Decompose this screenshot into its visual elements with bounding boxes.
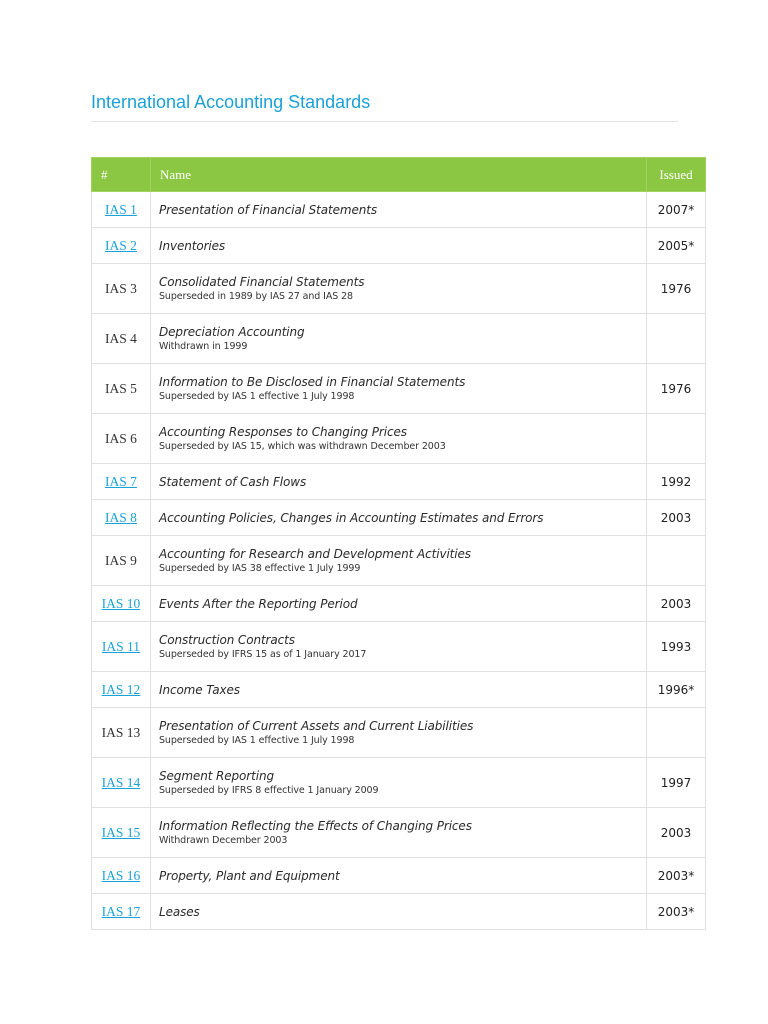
- issued-year: 1976: [647, 364, 706, 414]
- table-row: [92, 536, 706, 586]
- table-row: [92, 586, 706, 622]
- table-row: [92, 894, 706, 930]
- standard-name-cell: [151, 364, 647, 414]
- issued-year: 1997: [647, 758, 706, 808]
- issued-year: [647, 414, 706, 464]
- standard-number-cell: [92, 500, 151, 536]
- table-header: [92, 158, 706, 192]
- standard-number-cell: [92, 314, 151, 364]
- standard-status-note: Withdrawn December 2003: [159, 835, 288, 846]
- standard-status-note: Superseded by IFRS 15 as of 1 January 2017: [159, 649, 367, 660]
- standard-name-cell: [151, 622, 647, 672]
- standard-number: IAS 6: [105, 430, 137, 446]
- standard-name: Construction Contracts: [159, 633, 295, 647]
- standard-name: Events After the Reporting Period: [159, 596, 358, 611]
- issued-year: 1996*: [647, 672, 706, 708]
- standard-name-cell: [151, 708, 647, 758]
- table-row: [92, 622, 706, 672]
- issued-year: 2005*: [647, 228, 706, 264]
- standard-status-note: Withdrawn in 1999: [159, 341, 248, 352]
- standard-link[interactable]: IAS 1: [105, 201, 137, 217]
- standard-name-cell: [151, 858, 647, 894]
- standard-name-cell: [151, 464, 647, 500]
- standard-name: Information Reflecting the Effects of Changing Prices: [159, 819, 472, 833]
- standard-status-note: Superseded by IAS 15, which was withdrawn December 2003: [159, 441, 446, 452]
- table-row: [92, 414, 706, 464]
- standard-name: Information to Be Disclosed in Financial Statements: [159, 375, 466, 389]
- standard-number-cell: [92, 264, 151, 314]
- standard-number-cell: [92, 364, 151, 414]
- standard-number-cell: [92, 192, 151, 228]
- standard-number-cell: [92, 708, 151, 758]
- standard-name-cell: [151, 264, 647, 314]
- table-row: [92, 228, 706, 264]
- table-row: [92, 314, 706, 364]
- standard-link[interactable]: IAS 14: [101, 774, 141, 790]
- issued-year: 2003: [647, 808, 706, 858]
- issued-year: 1993: [647, 622, 706, 672]
- standard-link[interactable]: IAS 16: [101, 867, 141, 883]
- issued-year: [647, 536, 706, 586]
- standard-name-cell: [151, 894, 647, 930]
- issued-year: 2003: [647, 500, 706, 536]
- standard-number: IAS 4: [105, 330, 137, 346]
- standard-number-cell: [92, 464, 151, 500]
- standard-name: Depreciation Accounting: [159, 325, 305, 339]
- standard-status-note: Superseded by IAS 38 effective 1 July 1999: [159, 563, 361, 574]
- standard-status-note: Superseded by IAS 1 effective 1 July 1998: [159, 391, 355, 402]
- standard-name: Leases: [159, 904, 200, 919]
- table-row: [92, 858, 706, 894]
- standard-link[interactable]: IAS 15: [101, 824, 141, 840]
- standard-link[interactable]: IAS 7: [105, 473, 137, 489]
- standard-name-cell: [151, 586, 647, 622]
- standard-status-note: Superseded by IAS 1 effective 1 July 1998: [159, 735, 355, 746]
- standard-number-cell: [92, 228, 151, 264]
- standard-name-cell: [151, 758, 647, 808]
- table-body: [92, 192, 706, 930]
- table-row: [92, 500, 706, 536]
- standard-name: Segment Reporting: [159, 769, 274, 783]
- standard-name: Accounting for Research and Development Activities: [159, 547, 471, 561]
- issued-year: 2007*: [647, 192, 706, 228]
- standard-name: Accounting Policies, Changes in Accounting Estimates and Errors: [159, 510, 544, 525]
- standard-name: Presentation of Financial Statements: [159, 202, 378, 217]
- standard-name: Inventories: [159, 238, 226, 253]
- standard-name-cell: [151, 808, 647, 858]
- standard-status-note: Superseded in 1989 by IAS 27 and IAS 28: [159, 291, 353, 302]
- table-row: [92, 708, 706, 758]
- standard-link[interactable]: IAS 10: [101, 595, 141, 611]
- standard-name: Property, Plant and Equipment: [159, 868, 340, 883]
- standard-status-note: Superseded by IFRS 8 effective 1 January 2009: [159, 785, 379, 796]
- issued-year: 1992: [647, 464, 706, 500]
- table-row: [92, 264, 706, 314]
- standard-name-cell: [151, 192, 647, 228]
- standard-name-cell: [151, 500, 647, 536]
- standard-number-cell: [92, 894, 151, 930]
- standard-name: Consolidated Financial Statements: [159, 275, 365, 289]
- standard-name-cell: [151, 414, 647, 464]
- issued-year: 2003*: [647, 894, 706, 930]
- issued-year: 2003: [647, 586, 706, 622]
- standard-number-cell: [92, 858, 151, 894]
- title-divider: [91, 121, 678, 122]
- standard-name: Presentation of Current Assets and Current Liabilities: [159, 719, 474, 733]
- table-row: [92, 364, 706, 414]
- standard-number: IAS 13: [101, 724, 141, 740]
- page-title: International Accounting Standards: [91, 92, 371, 112]
- standard-number-cell: [92, 672, 151, 708]
- standard-number: IAS 3: [105, 280, 137, 296]
- standard-name-cell: [151, 672, 647, 708]
- issued-year: 1976: [647, 264, 706, 314]
- standard-number-cell: [92, 622, 151, 672]
- standard-link[interactable]: IAS 8: [105, 509, 137, 525]
- column-header-issued: Issued: [647, 158, 706, 192]
- standard-link[interactable]: IAS 12: [101, 681, 141, 697]
- standard-number-cell: [92, 414, 151, 464]
- table-row: [92, 672, 706, 708]
- standard-number-cell: [92, 758, 151, 808]
- standard-number-cell: [92, 808, 151, 858]
- standard-name: Accounting Responses to Changing Prices: [159, 425, 407, 439]
- standard-number: IAS 5: [105, 380, 137, 396]
- standard-link[interactable]: IAS 2: [105, 237, 137, 253]
- issued-year: [647, 708, 706, 758]
- standards-table: [91, 157, 706, 930]
- standard-link[interactable]: IAS 17: [101, 903, 141, 919]
- standard-number-cell: [92, 536, 151, 586]
- header-row: [92, 158, 706, 192]
- standard-number: IAS 9: [105, 552, 137, 568]
- standard-name: Statement of Cash Flows: [159, 474, 307, 489]
- table-row: [92, 464, 706, 500]
- table-row: [92, 808, 706, 858]
- issued-year: 2003*: [647, 858, 706, 894]
- table-row: [92, 758, 706, 808]
- column-header-name: Name: [151, 158, 647, 192]
- standard-name: Income Taxes: [159, 682, 240, 697]
- standard-link[interactable]: IAS 11: [101, 638, 141, 654]
- standard-number-cell: [92, 586, 151, 622]
- column-header-num: #: [92, 158, 151, 192]
- standard-name-cell: [151, 314, 647, 364]
- standard-name-cell: [151, 228, 647, 264]
- issued-year: [647, 314, 706, 364]
- standard-name-cell: [151, 536, 647, 586]
- table-row: [92, 192, 706, 228]
